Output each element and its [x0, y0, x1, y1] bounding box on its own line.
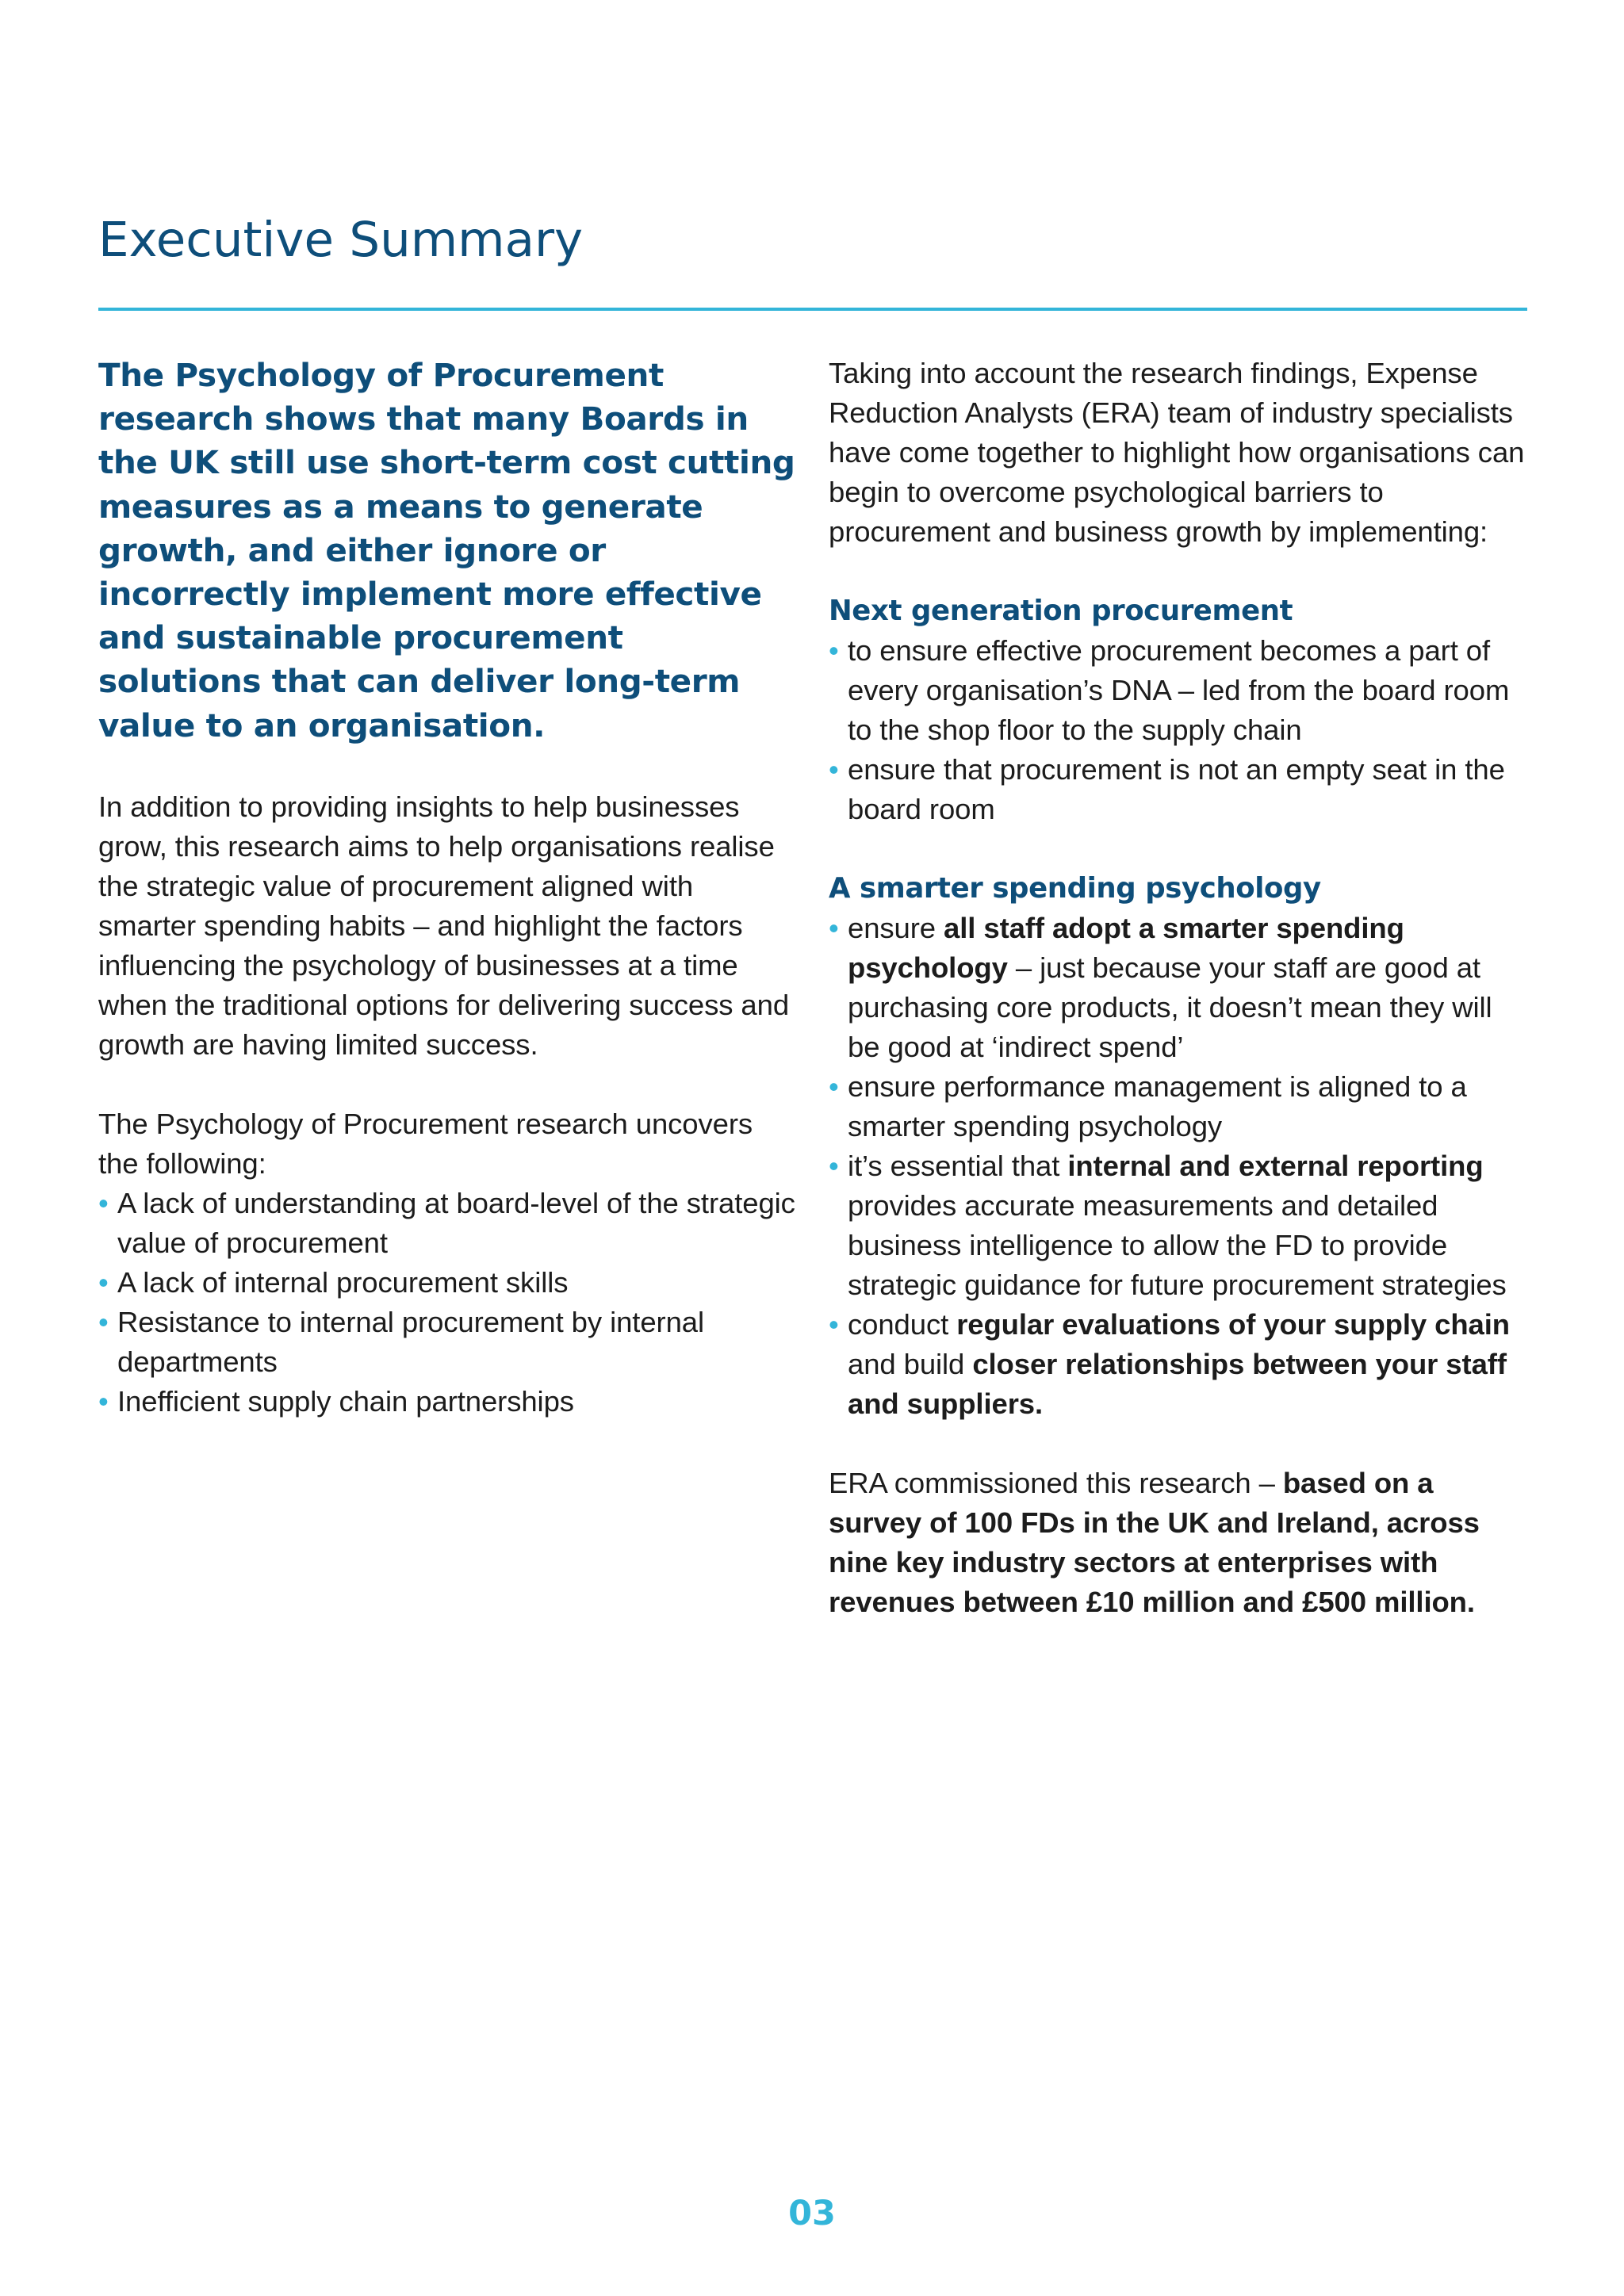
list-item: • ensure that procurement is not an empty seat in the board room — [829, 750, 1530, 829]
list-item: • conduct regular evaluations of your supply chain and build closer relationships between your staff and suppliers. — [829, 1305, 1530, 1424]
list-item: • A lack of understanding at board-level of the strategic value of procurement — [98, 1184, 796, 1263]
next-generation-list — [829, 631, 1530, 829]
bullet-icon: • — [829, 1070, 839, 1103]
section-heading-next-generation: Next generation procurement — [829, 595, 1293, 627]
list-item: • ensure all staff adopt a smarter spending psychology – just because your staff are good at purchasing core products, it doesn’t mean they will be good at ‘indirect spend’ — [829, 909, 1530, 1067]
left-column — [98, 354, 796, 1422]
bullet-icon: • — [829, 753, 839, 786]
bullet-icon: • — [829, 1308, 839, 1341]
bullet-icon: • — [829, 634, 839, 667]
title-divider — [98, 308, 1527, 311]
page-number: 03 — [788, 2194, 836, 2233]
list-item: • A lack of internal procurement skills — [98, 1263, 796, 1303]
bullet-icon: • — [98, 1384, 109, 1418]
list-item: • ensure performance management is aligned to a smarter spending psychology — [829, 1067, 1530, 1146]
list-item: • it’s essential that internal and external reporting provides accurate measurements and detailed business intelligence to allow the FD to provide strategic guidance for future procurement strategies — [829, 1146, 1530, 1305]
implementation-intro: Taking into account the research findings, Expense Reduction Analysts (ERA) team of industry specialists have come together to highlight how organisations can begin to overcome psychological barriers to procurement and business growth by implementing: — [829, 357, 1525, 548]
bullet-icon: • — [98, 1265, 109, 1299]
list-item: • to ensure effective procurement becomes a part of every organisation’s DNA – led from the board room to the shop floor to the supply chain — [829, 631, 1530, 750]
right-column — [829, 354, 1530, 1622]
bullet-icon: • — [829, 1150, 839, 1182]
intro-paragraph: In addition to providing insights to help businesses grow, this research aims to help organisations realise the strategic value of procurement aligned with smarter spending habits – and highlight the factors influencing the psychology of businesses at a time when the traditional options for delivering success and growth are having limited success. — [98, 790, 790, 1061]
bullet-icon: • — [829, 912, 839, 944]
page-title: Executive Summary — [98, 212, 584, 268]
list-item: • Inefficient supply chain partnerships — [98, 1382, 796, 1422]
bullet-icon: • — [98, 1186, 109, 1219]
section-heading-smarter-spending: A smarter spending psychology — [829, 872, 1321, 905]
smarter-spending-list — [829, 909, 1530, 1424]
findings-intro: The Psychology of Procurement research uncovers the following: — [98, 1107, 753, 1180]
bullet-icon: • — [98, 1305, 109, 1338]
list-item: • Resistance to internal procurement by internal departments — [98, 1303, 796, 1382]
lead-paragraph: The Psychology of Procurement research shows that many Boards in the UK still use short-term cost cutting measures as a means to generate growth, and either ignore or incorrectly implement more effective and sustainable procurement solutions that can deliver long-term value to an organisation. — [98, 356, 795, 744]
closing-paragraph: ERA commissioned this research – based on a survey of 100 FDs in the UK and Ireland, across nine key industry sectors at enterprises with revenues between £10 million and £500 million. — [829, 1467, 1480, 1618]
findings-list — [98, 1184, 796, 1422]
